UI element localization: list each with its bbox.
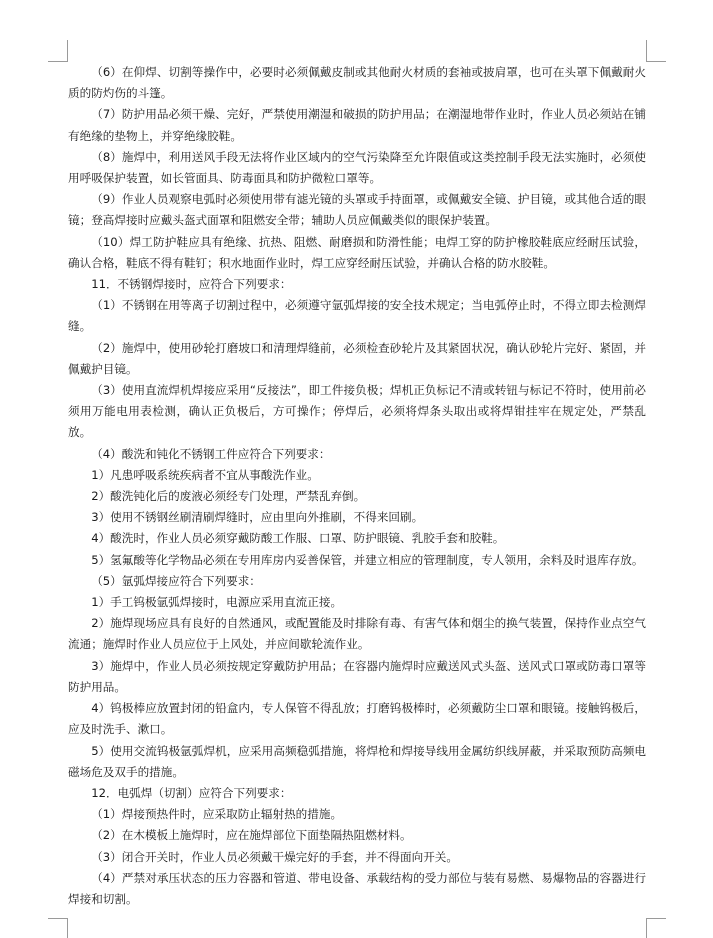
paragraph: （1）焊接预热件时，应采取防止辐射热的措施。 bbox=[91, 807, 343, 822]
paragraph: （3）闭合开关时，作业人员必须戴干燥完好的手套，并不得面向开关。 bbox=[91, 849, 458, 864]
list-item: 3）使用不锈钢丝刷清刷焊缝时，应由里向外推刷，不得来回刷。 bbox=[91, 510, 424, 525]
paragraph: （2）在木模板上施焊时，应在施焊部位下面垫隔热阻燃材料。 bbox=[91, 828, 412, 843]
document-body bbox=[68, 62, 646, 910]
list-item: 5）氢氟酸等化学物品必须在专用库房内妥善保管，并建立相应的管理制度，专人领用，余料及时退库存放。 bbox=[91, 552, 644, 567]
sub-heading: （4）酸洗和钝化不锈钢工件应符合下列要求： bbox=[91, 446, 331, 461]
list-item: 2）施焊现场应具有良好的自然通风，或配置能及时排除有毒、有害气体和烟尘的换气装置，保持作业点空气流通；施焊时作业人员应位于上风处，并应间歇轮流作业。 bbox=[68, 616, 646, 652]
paragraph: （6）在仰焊、切割等操作中，必要时必须佩戴皮制或其他耐火材质的套袖或披肩罩，也可在头罩下佩戴耐火质的防灼伤的斗篷。 bbox=[68, 65, 646, 101]
list-item: 2）酸洗钝化后的废液必须经专门处理，严禁乱弃倒。 bbox=[91, 489, 366, 504]
list-item: 3）施焊中，作业人员必须按规定穿戴防护用品；在容器内施焊时应戴送风式头盔、送风式口罩或防毒口罩等防护用品。 bbox=[68, 658, 646, 694]
crop-mark-top-right bbox=[646, 40, 666, 62]
section-heading: 11．不锈钢焊接时，应符合下列要求： bbox=[91, 277, 292, 292]
list-item: 1）手工钨极氩弧焊接时，电源应采用直流正接。 bbox=[91, 595, 343, 610]
paragraph: （8）施焊中，利用送风手段无法将作业区域内的空气污染降至允许限值或这类控制手段无法实施时，必须使用呼吸保护装置，如长管面具、防毒面具和防护微粒口罩等。 bbox=[68, 149, 646, 186]
paragraph: （10）焊工防护鞋应具有绝缘、抗热、阻燃、耐磨损和防滑性能；电焊工穿的防护橡胶鞋底应经耐压试验，确认合格，鞋底不得有鞋钉；积水地面作业时，焊工应穿经耐压试验，并确认合格的防水胶鞋。 bbox=[68, 234, 646, 270]
list-item: 5）使用交流钨极氩弧焊机，应采用高频稳弧措施，将焊枪和焊接导线用金属纺织线屏蔽，并采取预防高频电磁场危及双手的措施。 bbox=[68, 743, 646, 779]
paragraph: （9）作业人员观察电弧时必须使用带有滤光镜的头罩或手持面罩，或佩戴安全镜、护目镜，或其他合适的眼镜；登高焊接时应戴头盔式面罩和阻燃安全带；辅助人员应佩戴类似的眼保护装置。 bbox=[68, 192, 646, 228]
crop-mark-bottom-left bbox=[48, 918, 68, 938]
list-item: 4）酸洗时，作业人员必须穿戴防酸工作服、口罩、防护眼镜、乳胶手套和胶鞋。 bbox=[91, 531, 505, 546]
paragraph: （4）严禁对承压状态的压力容器和管道、带电设备、承载结构的受力部位与装有易燃、易爆物品的容器进行焊接和切割。 bbox=[68, 870, 646, 906]
paragraph: （1）不锈钢在用等离子切割过程中，必须遵守氩弧焊接的安全技术规定；当电弧停止时，不得立即去检测焊缝。 bbox=[68, 298, 646, 334]
paragraph: （7）防护用品必须干燥、完好，严禁使用潮湿和破损的防护用品；在潮湿地带作业时，作业人员必须站在铺有绝缘的垫物上，并穿绝缘胶鞋。 bbox=[68, 107, 646, 143]
crop-mark-bottom-right bbox=[646, 918, 666, 938]
section-heading: 12．电弧焊（切割）应符合下列要求： bbox=[91, 785, 292, 800]
paragraph: （2）施焊中，使用砂轮打磨坡口和清理焊缝前，必须检查砂轮片及其紧固状况，确认砂轮片完好、紧固，并佩戴护目镜。 bbox=[68, 340, 646, 376]
list-item: 1）凡患呼吸系统疾病者不宜从事酸洗作业。 bbox=[91, 467, 319, 482]
list-item: 4）钨极棒应放置封闭的铅盒内，专人保管不得乱放；打磨钨极棒时，必须戴防尘口罩和眼镜。接触钨极后，应及时洗手、漱口。 bbox=[68, 701, 646, 737]
paragraph: （3）使用直流焊机焊接应采用“反接法”，即工件接负极；焊机正负标记不清或转钮与标记不符时，使用前必须用万能电用表检测，确认正负极后，方可操作；停焊后，必须将焊条头取出或将焊钳挂牢在规定处，严禁乱放。 bbox=[68, 383, 646, 440]
sub-heading: （5）氩弧焊接应符合下列要求： bbox=[91, 573, 261, 588]
crop-mark-top-left bbox=[48, 40, 68, 62]
